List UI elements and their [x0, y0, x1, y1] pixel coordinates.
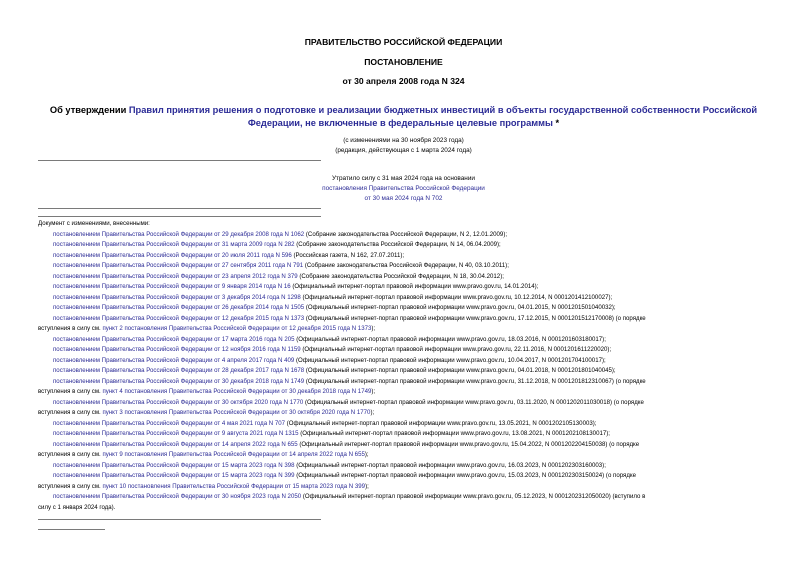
edition-current: (редакция, действующая с 1 марта 2024 года) — [335, 147, 472, 154]
amendment-pre-text: вступления в силу см. — [38, 388, 103, 395]
amendment-line — [38, 377, 774, 388]
amendment-line — [38, 345, 774, 356]
amendment-source-text: (Официальный интернет-портал правовой информации www.pravo.gov.ru, 03.11.2020, N 0001202011030018) (о порядке — [303, 398, 644, 406]
title-link-line1[interactable]: Правил принятия решения о подготовке и реализации бюджетных инвестиций в объекты государственной собственности Российской — [128, 105, 758, 115]
amendment-source-text: ); — [371, 388, 376, 395]
amendment-source-text: (Официальный интернет-портал правовой информации www.pravo.gov.ru, 18.03.2016, N 0001201603180017); — [294, 335, 606, 343]
title-prefix: Об утверждении — [49, 105, 129, 115]
amendment-pre-text: вступления в силу см. — [38, 482, 103, 490]
amendment-link[interactable]: пункт 2 постановления Правительства Российской Федерации от 12 декабря 2015 года N 1373 — [102, 325, 372, 332]
amendment-link[interactable]: постановлением Правительства Российской Федерации от 30 октября 2020 года N 1770 — [53, 398, 304, 406]
amendment-source-text: (Официальный интернет-портал правовой информации www.pravo.gov.ru, 15.04.2022, N 0001202204150038) (о порядке — [297, 440, 640, 448]
amendment-line — [38, 503, 774, 514]
amendment-source-text: (Собрание законодательства Российской Федерации, N 40, 03.10.2011); — [303, 262, 509, 269]
amendment-line — [38, 471, 774, 482]
amendment-line — [38, 303, 774, 314]
amendment-source-text: (Собрание законодательства Российской Федерации, N 14, 06.04.2009); — [294, 241, 501, 248]
amendment-source-text: (Официальный интернет-портал правовой информации www.pravo.gov.ru, 13.08.2021, N 0001202108130017); — [298, 430, 610, 437]
amendment-source-text: ); — [370, 409, 375, 416]
amendment-link[interactable]: постановлением Правительства Российской Федерации от 29 декабря 2008 года N 1062 — [53, 230, 305, 238]
amendment-link[interactable]: постановлением Правительства Российской Федерации от 30 декабря 2018 года N 1749 — [53, 377, 305, 385]
doc-type: ПОСТАНОВЛЕНИЕ — [364, 57, 443, 67]
amendment-pre-text: вступления в силу см. — [38, 325, 103, 332]
amendment-source-text: ); — [365, 482, 369, 490]
amendment-link[interactable]: постановлением Правительства Российской Федерации от 20 июля 2011 года N 596 — [53, 251, 292, 259]
amendment-line — [38, 408, 774, 419]
divider — [38, 160, 321, 161]
amendment-pre-text: вступления в силу см. — [38, 409, 103, 416]
amendment-link[interactable]: постановлением Правительства Российской Федерации от 9 августа 2021 года N 1315 — [53, 430, 299, 437]
amendment-link[interactable]: постановлением Правительства Российской Федерации от 27 сентября 2011 года N 791 — [53, 262, 304, 269]
amendment-source-text: (Собрание законодательства Российской Федерации, N 18, 30.04.2012); — [297, 272, 504, 280]
amendment-source-text: ); — [364, 451, 369, 458]
amendment-line — [38, 419, 774, 430]
divider — [38, 216, 321, 217]
amendments-list — [38, 219, 774, 513]
amendment-line — [38, 282, 774, 293]
amendment-source-text: (Официальный интернет-портал правовой информации www.pravo.gov.ru, 17.12.2015, N 0001201512170008) (о порядке — [304, 314, 646, 322]
amendment-source-text: (Собрание законодательства Российской Федерации, N 2, 12.01.2009); — [304, 230, 508, 238]
amendment-line — [38, 492, 774, 503]
amendment-link[interactable]: пункт 3 постановления Правительства Российской Федерации от 30 октября 2020 года N 1770 — [102, 409, 371, 416]
amendment-link[interactable]: постановлением Правительства Российской Федерации от 12 декабря 2015 года N 1373 — [53, 314, 305, 322]
amendment-source-text: (Официальный интернет-портал правовой информации www.pravo.gov.ru, 10.12.2014, N 0001201412100027); — [300, 293, 613, 301]
amendment-link[interactable]: постановлением Правительства Российской Федерации от 14 апреля 2022 года N 655 — [53, 440, 298, 448]
amendment-line — [38, 324, 774, 335]
amendment-line — [38, 240, 774, 251]
amendment-source-text: (Официальный интернет-портал правовой информации www.pravo.gov.ru, 14.01.2014); — [290, 283, 539, 290]
amendment-line — [38, 398, 774, 409]
amendment-link[interactable]: постановлением Правительства Российской Федерации от 23 апреля 2012 года N 379 — [53, 272, 298, 280]
amendment-link[interactable]: постановлением Правительства Российской Федерации от 3 декабря 2014 года N 1298 — [53, 293, 301, 301]
amendment-source-text: (Официальный интернет-портал правовой информации www.pravo.gov.ru, 16.03.2023, N 0001202303160003); — [294, 461, 606, 469]
amendment-line — [38, 314, 774, 325]
amendment-line — [38, 482, 774, 493]
document-title — [30, 104, 777, 129]
amendment-source-text: (Официальный интернет-портал правовой информации www.pravo.gov.ru, 04.01.2015, N 0001201501040032); — [304, 304, 616, 311]
amendment-link[interactable]: постановлением Правительства Российской Федерации от 12 ноября 2016 года N 1159 — [53, 346, 301, 353]
amendment-source-text: (Официальный интернет-портал правовой информации www.pravo.gov.ru, 13.05.2021, N 0001202105130003); — [285, 419, 597, 427]
amendment-line — [38, 440, 774, 451]
divider — [38, 519, 321, 520]
amendment-source-text: (Официальный интернет-портал правовой информации www.pravo.gov.ru, 15.03.2023, N 0001202303150024) (о порядке — [294, 472, 637, 479]
amendment-pre-text: вступления в силу см. — [38, 451, 103, 458]
title-footnote-star: * — [552, 117, 560, 128]
repeal-link-line3[interactable]: от 30 мая 2024 года N 702 — [364, 195, 443, 202]
amendment-source-text: (Официальный интернет-портал правовой информации www.pravo.gov.ru, 05.12.2023, N 0001202312050020) (вступило в — [301, 493, 646, 500]
amendment-lines — [38, 230, 774, 514]
amendment-link[interactable]: постановлением Правительства Российской Федерации от 4 апреля 2017 года N 409 — [53, 356, 295, 364]
amendment-source-text: (Российская газета, N 162, 27.07.2011); — [291, 251, 405, 259]
amendment-line — [38, 366, 774, 377]
amendment-source-text: (Официальный интернет-портал правовой информации www.pravo.gov.ru, 22.11.2016, N 0001201611220020); — [300, 346, 612, 353]
org-name: ПРАВИТЕЛЬСТВО РОССИЙСКОЙ ФЕДЕРАЦИИ — [304, 37, 503, 47]
repeal-line1: Утратило силу с 31 мая 2024 года на основании — [332, 175, 475, 182]
amendment-link[interactable]: постановлением Правительства Российской Федерации от 4 мая 2021 года N 707 — [53, 419, 286, 427]
amendment-source-text: силу с 1 января 2024 года). — [38, 503, 116, 511]
amendment-link[interactable]: пункт 10 постановления Правительства Российской Федерации от 15 марта 2023 года N 399 — [102, 482, 366, 490]
divider — [38, 208, 321, 209]
amendment-line — [38, 272, 774, 283]
amendment-source-text: (Официальный интернет-портал правовой информации www.pravo.gov.ru, 10.04.2017, N 0001201704100017); — [294, 356, 606, 364]
title-link-line2[interactable]: Федерации, не включенные в федеральные целевые программы — [247, 117, 553, 128]
amendment-source-text: (Официальный интернет-портал правовой информации www.pravo.gov.ru, 04.01.2018, N 0001201801040045); — [304, 367, 616, 374]
doc-date-number: от 30 апреля 2008 года N 324 — [342, 76, 465, 86]
amendment-link[interactable]: постановлением Правительства Российской Федерации от 30 ноября 2023 года N 2050 — [53, 493, 302, 500]
footnote-divider — [38, 529, 105, 530]
amendment-line — [38, 293, 774, 304]
amendment-link[interactable]: постановлением Правительства Российской Федерации от 31 марта 2009 года N 282 — [53, 241, 295, 248]
amendment-line — [38, 251, 774, 262]
amendment-link[interactable]: постановлением Правительства Российской Федерации от 17 марта 2016 года N 205 — [53, 335, 295, 343]
amendment-line — [38, 335, 774, 346]
amendment-link[interactable]: пункт 9 постановления Правительства Российской Федерации от 14 апреля 2022 года N 655 — [102, 451, 365, 458]
edition-changes: (с изменениями на 30 ноября 2023 года) — [343, 137, 464, 144]
repeal-link-line2[interactable]: постановления Правительства Российской Федерации — [322, 185, 485, 192]
amendment-line — [38, 450, 774, 461]
amendment-line — [38, 230, 774, 241]
amendment-link[interactable]: постановлением Правительства Российской Федерации от 15 марта 2023 года N 398 — [53, 461, 295, 469]
amendment-link[interactable]: постановлением Правительства Российской Федерации от 28 декабря 2017 года N 1678 — [53, 367, 305, 374]
amendment-link[interactable]: постановлением Правительства Российской Федерации от 26 декабря 2014 года N 1505 — [53, 304, 305, 311]
amendment-line — [38, 356, 774, 367]
amendment-line — [38, 261, 774, 272]
amendment-link[interactable]: постановлением Правительства Российской Федерации от 9 января 2014 года N 16 — [53, 283, 291, 290]
amendment-line — [38, 387, 774, 398]
amendment-link[interactable]: постановлением Правительства Российской Федерации от 15 марта 2023 года N 399 — [53, 472, 295, 479]
amendment-line — [38, 461, 774, 472]
amendment-source-text: ); — [371, 325, 376, 332]
amendment-line — [38, 429, 774, 440]
amendment-link[interactable]: пункт 4 постановления Правительства Российской Федерации от 30 декабря 2018 года N 1749 — [102, 388, 372, 395]
amendments-intro: Документ с изменениями, внесенными: — [38, 220, 150, 227]
amendment-source-text: (Официальный интернет-портал правовой информации www.pravo.gov.ru, 31.12.2018, N 0001201812310067) (о порядке — [304, 377, 646, 385]
